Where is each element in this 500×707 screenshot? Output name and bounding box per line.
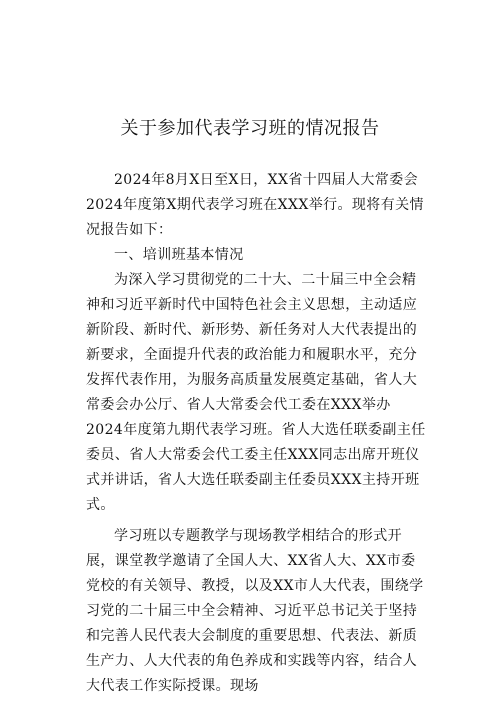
paragraph-intro: 2024年8月X日至X日，XX省十四届人大常委会2024年度第X期代表学习班在XXX举行。现将有关情况报告如下： (86, 172, 424, 238)
paragraph-basic-info: 为深入学习贯彻党的二十大、二十届三中全会精神和习近平新时代中国特色社会主义思想，主动适应新阶段、新时代、新形势、新任务对人大代表提出的新要求，全面提升代表的政治能力和履职水平，充分发挥代表作用，为服务高质量发展奠定基础，省人大常委会办公厅、省人大常委会代工委在XXX举办2024年度第九期代表学习班。省人大选任联委副主任委员、省人大常委会代工委主任XXX同志出席开班仪式并讲话，省人大选任联委副主任委员XXX主持开班式。 (86, 272, 426, 513)
section-heading: 一、培训班基本情况 (114, 247, 244, 263)
document-title: 关于参加代表学习班的情况报告 (120, 118, 380, 139)
document-body (86, 168, 426, 699)
paragraph-teaching: 学习班以专题教学与现场教学相结合的形式开展，课堂教学邀请了全国人大、XX省人大、XX市委党校的有关领导、教授，以及XX市人大代表，围绕学习党的二十届三中全会精神、习近平总书记关于坚持和完善人民代表大会制度的重要思想、代表法、新质生产力、人大代表的角色养成和实践等内容，结合人大代表工作实际授课。现场 (86, 528, 424, 694)
